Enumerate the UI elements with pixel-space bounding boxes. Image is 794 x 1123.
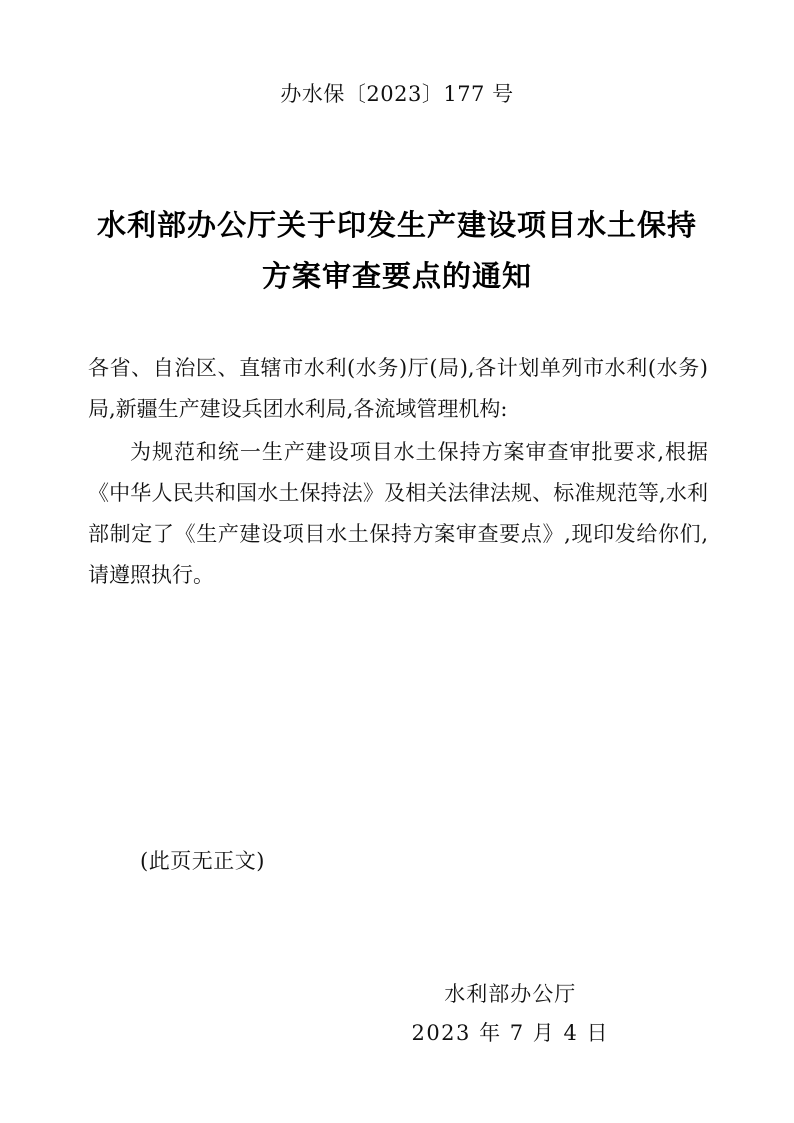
- document-body: [88, 348, 708, 598]
- title-line-1: 水利部办公厅关于印发生产建设项目水土保持: [96, 208, 697, 242]
- page-title: [88, 200, 706, 302]
- body-paragraph: 为规范和统一生产建设项目水土保持方案审查审批要求,根据《中华人民共和国水土保持法》及相关法律法规、标准规范等,水利部制定了《生产建设项目水土保持方案审查要点》,现印发给你们,请遵照执行。: [88, 439, 708, 587]
- recipients-paragraph: 各省、自治区、直辖市水利(水务)厅(局),各计划单列市水利(水务)局,新疆生产建设兵团水利局,各流域管理机构:: [88, 356, 708, 421]
- document-number: 办水保〔2023〕177 号: [280, 82, 514, 106]
- signer-name: 水利部办公厅: [444, 982, 577, 1006]
- no-text-note: (此页无正文): [140, 849, 265, 873]
- signature-block: [411, 975, 609, 1053]
- title-line-2: 方案审查要点的通知: [261, 258, 532, 293]
- signature-date: 2023 年 7 月 4 日: [411, 1020, 609, 1045]
